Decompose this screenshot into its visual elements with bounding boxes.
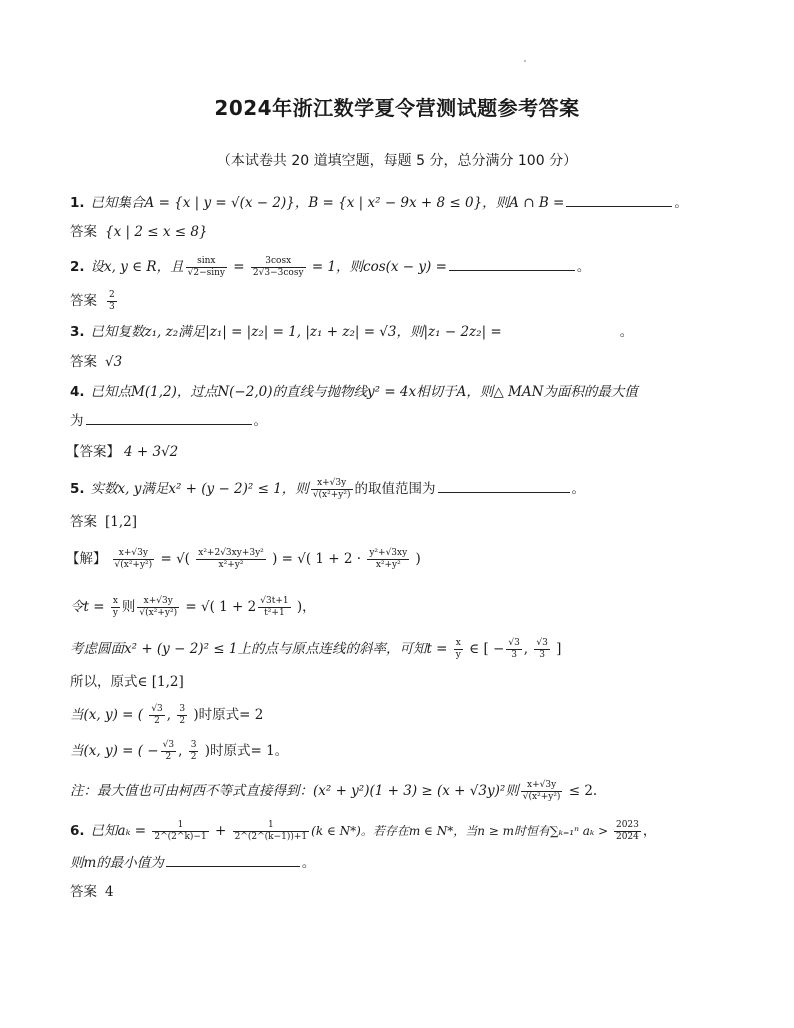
answer-label: 【答案】 bbox=[66, 444, 120, 460]
fraction-denominator: y bbox=[455, 650, 461, 660]
fraction-denominator: 2024 bbox=[615, 832, 639, 842]
answer-value: √3 bbox=[105, 354, 123, 370]
text-segment: ≤ 2. bbox=[564, 783, 598, 799]
fraction-numerator: 3 bbox=[179, 704, 186, 714]
text-segment: ) = √( 1 + 2 · bbox=[267, 551, 366, 567]
answer-label: 答案 bbox=[70, 293, 97, 309]
text-segment: )时原式= 1。 bbox=[200, 743, 289, 759]
fraction bbox=[196, 548, 266, 571]
fraction bbox=[367, 548, 409, 571]
fraction bbox=[177, 704, 187, 727]
answer-blank bbox=[166, 852, 300, 867]
question-end: 。 bbox=[301, 855, 316, 871]
question-end: 。 bbox=[571, 481, 585, 497]
text-segment: , bbox=[178, 743, 187, 759]
fraction-numerator: 3cosx bbox=[251, 256, 306, 268]
question-stem-a: 已知aₖ = bbox=[90, 823, 151, 839]
question-end: 。 bbox=[619, 324, 634, 340]
fraction-denominator: 2 bbox=[165, 752, 172, 762]
question-number: 3. bbox=[70, 324, 85, 340]
answer-1 bbox=[70, 222, 740, 242]
fraction bbox=[189, 740, 199, 763]
question-number: 5. bbox=[70, 481, 85, 497]
fraction-numerator: x²+2√3xy+3y² bbox=[198, 548, 264, 558]
fraction-numerator: 2 bbox=[109, 290, 115, 300]
fraction-denominator: 3 bbox=[109, 302, 115, 312]
fraction-numerator: x+√3y bbox=[311, 478, 353, 490]
equals-sign: = bbox=[229, 259, 249, 275]
text-segment: 注：最大值也可由柯西不等式直接得到：(x² + y²)(1 + 3) ≥ (x + √3y)²则 bbox=[70, 783, 519, 799]
question-number: 4. bbox=[70, 384, 85, 400]
fraction bbox=[152, 820, 208, 843]
solution-line-4 bbox=[70, 672, 740, 692]
fraction bbox=[614, 820, 641, 843]
question-end: 。 bbox=[576, 259, 591, 275]
fraction-denominator: √2−siny bbox=[187, 268, 225, 278]
fraction-numerator: x+√3y bbox=[521, 780, 563, 792]
text-segment: )， bbox=[292, 599, 316, 615]
fraction-numerator: 3 bbox=[190, 740, 197, 750]
fraction-numerator: x bbox=[454, 638, 463, 650]
fraction-denominator: √(x²+y²) bbox=[114, 560, 153, 570]
solution-note bbox=[70, 780, 740, 803]
fraction-numerator: √3 bbox=[162, 740, 175, 750]
question-stem-d: 则m的最小值为 bbox=[70, 855, 164, 871]
answer-2 bbox=[70, 290, 740, 313]
fraction-numerator: sinx bbox=[186, 256, 227, 268]
fraction-denominator: 2^(2^(k−1))+1 bbox=[234, 832, 308, 842]
answer-3 bbox=[70, 352, 740, 372]
answer-label: 答案 bbox=[70, 354, 97, 370]
text-segment: )时原式= 2 bbox=[189, 707, 264, 723]
text-segment: = √( 1 + 2 bbox=[181, 599, 257, 615]
text-segment: 当(x, y) = ( bbox=[70, 707, 148, 723]
fraction-denominator: 3 bbox=[511, 650, 517, 660]
fraction-denominator: 2 bbox=[179, 716, 186, 726]
question-stem-a: 实数x, y满足x² + (y − 2)² ≤ 1，则 bbox=[90, 481, 309, 497]
fraction-denominator: 2√3−3cosy bbox=[252, 268, 304, 278]
answer-value: [1,2] bbox=[105, 514, 138, 530]
text-segment: , bbox=[166, 707, 176, 723]
question-1 bbox=[70, 192, 740, 213]
question-stem: 已知集合A = {x | y = √(x − 2)}，B = {x | x² − 9x + 8 ≤ 0}，则A ∩ B = bbox=[90, 195, 565, 211]
answer-blank bbox=[86, 410, 252, 425]
answer-blank bbox=[438, 478, 570, 493]
answer-5 bbox=[70, 512, 740, 532]
text-segment: ) bbox=[411, 551, 421, 567]
question-stem: 已知复数z₁, z₂满足|z₁| = |z₂| = 1, |z₁ + z₂| = √3，则|z₁ − 2z₂| = bbox=[90, 324, 502, 340]
solution-line-6 bbox=[70, 740, 740, 763]
fraction bbox=[506, 638, 521, 661]
question-5 bbox=[70, 478, 740, 501]
answer-value: {x | 2 ≤ x ≤ 8} bbox=[105, 224, 208, 240]
fraction-numerator: 1 bbox=[152, 820, 208, 832]
fraction-denominator: x²+y² bbox=[375, 560, 401, 570]
fraction-numerator: 1 bbox=[233, 820, 310, 832]
question-end: 。 bbox=[253, 413, 267, 429]
fraction-numerator: √3 bbox=[151, 704, 163, 714]
text-segment: 令t = bbox=[70, 599, 109, 615]
plus-sign: + bbox=[210, 823, 231, 839]
fraction-numerator: x bbox=[111, 596, 120, 608]
text-segment: 当(x, y) = ( − bbox=[70, 743, 159, 759]
fraction-denominator: √(x²+y²) bbox=[139, 608, 178, 618]
fraction-denominator: √(x²+y²) bbox=[312, 490, 351, 500]
answer-blank bbox=[449, 256, 575, 271]
fraction-denominator: 2 bbox=[190, 752, 197, 762]
answer-label: 答案 bbox=[70, 514, 97, 530]
solution-line-5 bbox=[70, 704, 740, 727]
text-segment: 所以，原式∈ [1,2] bbox=[70, 674, 184, 690]
question-stem-b: (k ∈ N*)。若存在m ∈ N*，当n ≥ m时恒有∑ₖ₌₁ⁿ aₖ > bbox=[311, 824, 612, 838]
fraction bbox=[258, 596, 290, 619]
fraction-numerator: x+√3y bbox=[137, 596, 179, 608]
question-2 bbox=[70, 256, 740, 279]
answer-label: 答案 bbox=[70, 884, 97, 900]
fraction-denominator: 2 bbox=[154, 716, 160, 726]
fraction-2 bbox=[251, 256, 306, 279]
fraction bbox=[534, 638, 549, 661]
fraction bbox=[454, 638, 463, 661]
answer-6 bbox=[70, 882, 740, 902]
fraction-denominator: 2^(2^k)−1 bbox=[154, 832, 207, 842]
solution-line-2 bbox=[70, 596, 740, 619]
fraction bbox=[521, 780, 563, 803]
fraction-numerator: 2023 bbox=[615, 820, 639, 830]
question-end: 。 bbox=[674, 195, 688, 211]
fraction-denominator: t²+1 bbox=[264, 608, 285, 618]
scan-speck bbox=[524, 60, 526, 62]
fraction bbox=[137, 596, 179, 619]
page-subtitle: （本试卷共 20 道填空题，每题 5 分，总分满分 100 分） bbox=[216, 153, 578, 169]
fraction bbox=[233, 820, 310, 843]
fraction-1 bbox=[186, 256, 227, 279]
answer-value: 4 + 3√2 bbox=[124, 444, 179, 460]
text-segment: ] bbox=[551, 641, 562, 657]
solution-label: 【解】 bbox=[66, 551, 107, 567]
solution-line-3 bbox=[70, 638, 740, 661]
solution-line-1 bbox=[66, 548, 736, 571]
fraction-numerator: y²+√3xy bbox=[369, 548, 408, 558]
text-segment: ∈ [ − bbox=[464, 641, 505, 657]
fraction-denominator: 3 bbox=[539, 650, 545, 660]
fraction-denominator: x²+y² bbox=[218, 560, 244, 570]
fraction-denominator: √(x²+y²) bbox=[522, 792, 561, 802]
fraction bbox=[111, 596, 120, 619]
page-title: 2024年浙江数学夏令营测试题参考答案 bbox=[214, 96, 580, 120]
question-stem-b: 的取值范围为 bbox=[354, 481, 436, 497]
question-stem-a: 已知点M(1,2)，过点N(−2,0)的直线与抛物线y² = 4x相切于A，则△ MAN为面积的最大值 bbox=[90, 384, 638, 400]
fraction-numerator: √3 bbox=[536, 638, 548, 648]
fraction-denominator: y bbox=[112, 608, 118, 618]
question-number: 6. bbox=[70, 823, 85, 839]
fraction bbox=[149, 704, 164, 727]
question-4 bbox=[70, 382, 740, 402]
question-stem-c: ， bbox=[642, 823, 657, 839]
answer-4 bbox=[66, 442, 736, 462]
question-4-continued bbox=[70, 410, 740, 431]
question-stem-b: 为 bbox=[70, 413, 84, 429]
text-segment: 考虑圆面x² + (y − 2)² ≤ 1上的点与原点连线的斜率，可知t = bbox=[70, 641, 452, 657]
fraction-numerator: x+√3y bbox=[113, 548, 155, 560]
fraction-numerator: √3 bbox=[508, 638, 520, 648]
answer-label: 答案 bbox=[70, 224, 97, 240]
question-number: 2. bbox=[70, 259, 85, 275]
question-3 bbox=[70, 322, 740, 342]
fraction bbox=[311, 478, 353, 501]
fraction bbox=[161, 740, 176, 763]
question-6 bbox=[70, 820, 740, 843]
text-segment: , bbox=[523, 641, 533, 657]
text-segment: 则 bbox=[121, 599, 136, 615]
answer-blank bbox=[566, 192, 672, 207]
fraction-numerator: √3t+1 bbox=[260, 596, 289, 606]
text-segment: = √( bbox=[156, 551, 195, 567]
question-number: 1. bbox=[70, 195, 85, 211]
question-stem-b: = 1，则cos(x − y) = bbox=[307, 259, 447, 275]
question-stem-a: 设x, y ∈ R，且 bbox=[90, 259, 184, 275]
answer-fraction bbox=[107, 290, 117, 313]
question-6-continued bbox=[70, 852, 740, 873]
answer-value: 4 bbox=[105, 884, 114, 900]
fraction bbox=[113, 548, 155, 571]
